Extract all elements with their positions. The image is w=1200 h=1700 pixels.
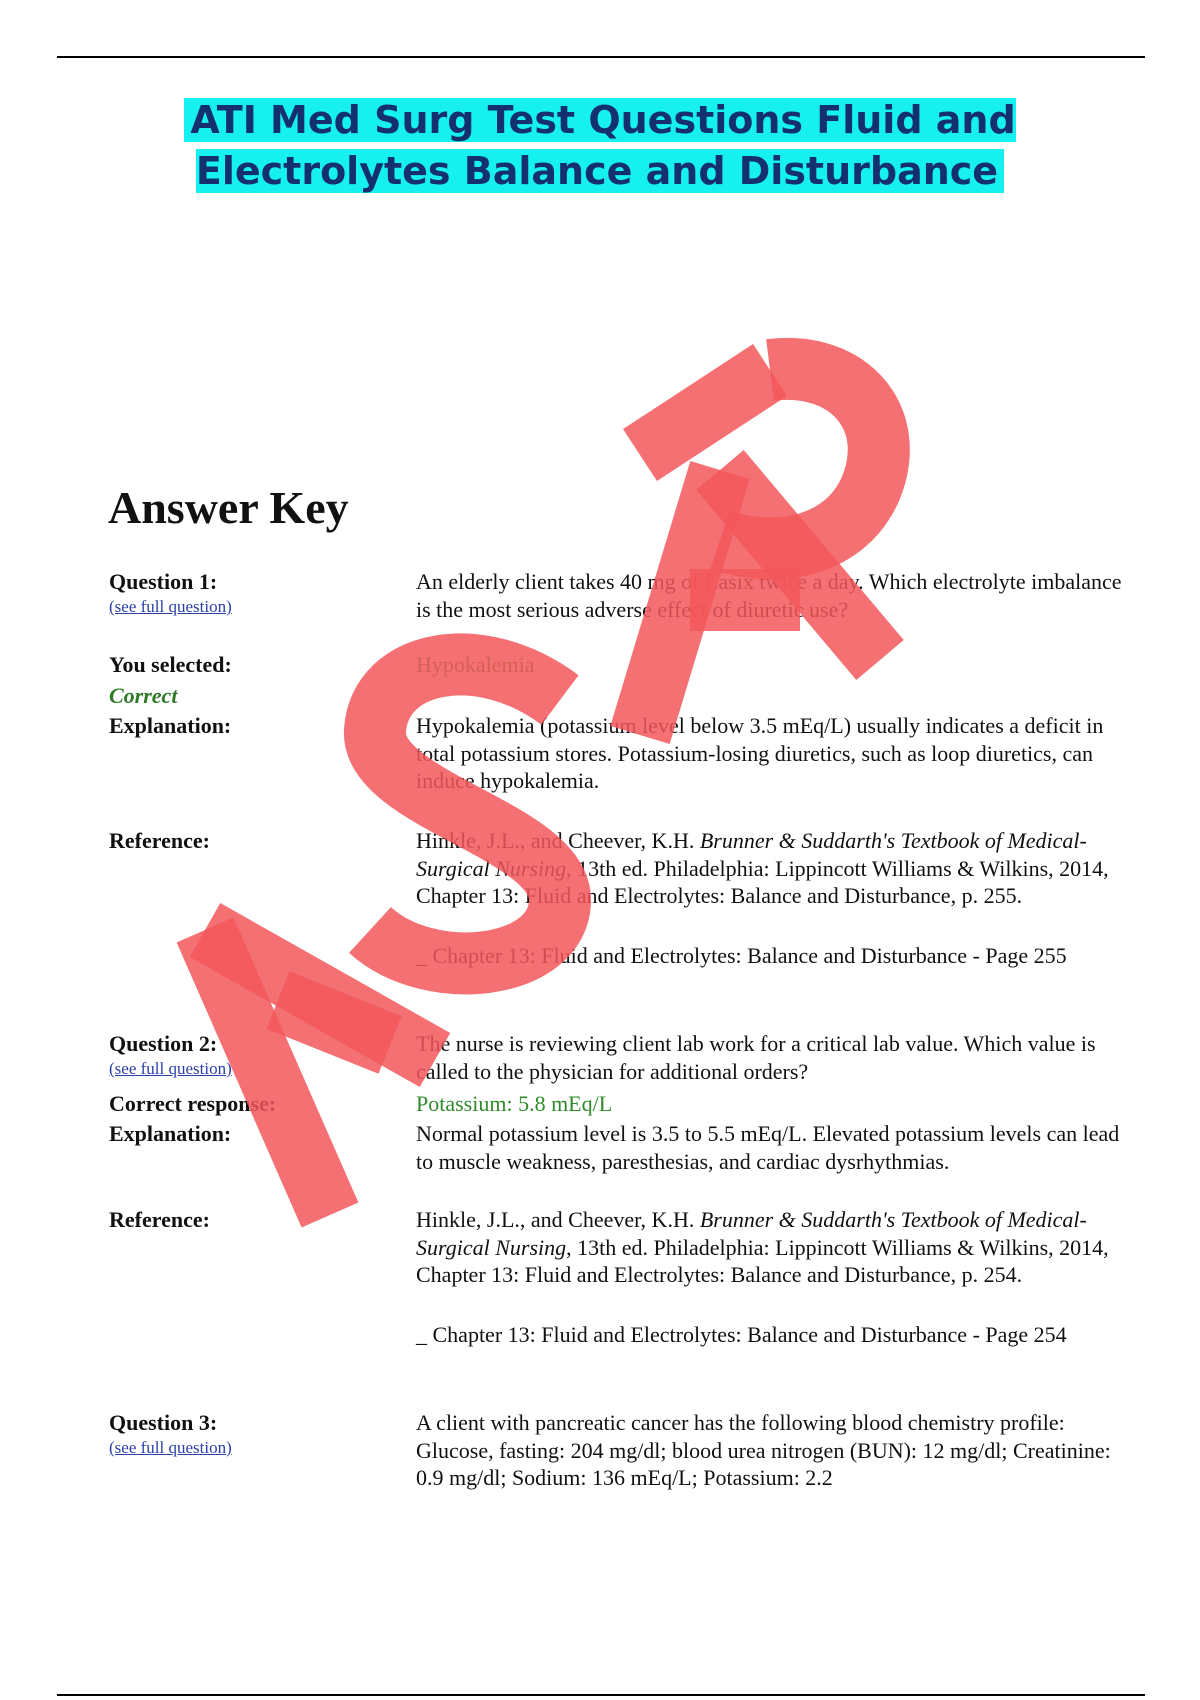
you-selected-label: You selected: bbox=[109, 652, 232, 677]
watermark-letter-p-bowl bbox=[720, 369, 879, 549]
question-1-explanation: Hypokalemia (potassium level below 3.5 mEq/L) usually indicates a deficit in total potassium stores. Potassium-losing diuretics, such as loop diuretics, can induce hypokalemia. bbox=[416, 713, 1104, 793]
question-2-reference-label: Reference: bbox=[109, 1207, 210, 1232]
watermark-letter-a1-crossbar bbox=[278, 1000, 390, 1045]
question-2-explanation-label: Explanation: bbox=[109, 1121, 232, 1146]
correct-status: Correct bbox=[109, 683, 178, 708]
question-3-see-full-link[interactable]: (see full question) bbox=[109, 1438, 232, 1457]
watermark-letter-a1-left-stroke bbox=[205, 930, 435, 1060]
reference-details: , 13th ed. Philadelphia: Lippincott Williams & Wilkins, 2014, Chapter 13: Fluid and Electrolytes: Balance and Disturbance, p. 254. bbox=[416, 1234, 1109, 1287]
watermark-letter-a2-right-stroke bbox=[720, 470, 880, 660]
bottom-rule bbox=[57, 1694, 1145, 1696]
top-rule bbox=[57, 56, 1145, 58]
question-2-text: The nurse is reviewing client lab work for a critical lab value. Which value is called to the physician for additional orders? bbox=[416, 1031, 1096, 1084]
document-title-text: ATI Med Surg Test Questions Fluid and Electrolytes Balance and Disturbance bbox=[184, 98, 1015, 193]
correct-response-value: Potassium: 5.8 mEq/L bbox=[416, 1091, 613, 1116]
question-1-label: Question 1: bbox=[109, 569, 218, 594]
question-3-text: A client with pancreatic cancer has the following blood chemistry profile: Glucose, fasting: 204 mg/dl; blood urea nitrogen (BUN): 12 mg/dl; Creatinine: 0.9 mg/dl; Sodium: 136 mEq/L; Potassium: 2.2 bbox=[416, 1410, 1111, 1490]
selected-answer: Hypokalemia bbox=[416, 652, 535, 677]
question-1-chapter-link: _ Chapter 13: Fluid and Electrolytes: Balance and Disturbance - Page 255 bbox=[416, 943, 1067, 968]
question-2-reference bbox=[416, 1206, 1131, 1289]
reference-details: , 13th ed. Philadelphia: Lippincott Williams & Wilkins, 2014, Chapter 13: Fluid and Electrolytes: Balance and Disturbance, p. 255. bbox=[416, 855, 1109, 908]
question-2-explanation: Normal potassium level is 3.5 to 5.5 mEq/L. Elevated potassium levels can lead to muscle weakness, paresthesias, and cardiac dysrhythmias. bbox=[416, 1121, 1120, 1174]
question-1-see-full-link[interactable]: (see full question) bbox=[109, 597, 232, 616]
question-2-label: Question 2: bbox=[109, 1031, 218, 1056]
watermark-letter-p-stem bbox=[640, 370, 770, 455]
question-2-chapter-link: _ Chapter 13: Fluid and Electrolytes: Balance and Disturbance - Page 254 bbox=[416, 1322, 1067, 1347]
reference-authors: Hinkle, J.L., and Cheever, K.H. bbox=[416, 1207, 700, 1232]
document-title bbox=[60, 95, 1140, 197]
reference-book-title: Brunner & Suddarth's Textbook of Medical-Surgical Nursing bbox=[416, 1207, 1087, 1260]
question-1-text: An elderly client takes 40 mg of Lasix twice a day. Which electrolyte imbalance is the most serious adverse effect of diuretic use? bbox=[416, 569, 1122, 622]
correct-response-label: Correct response: bbox=[109, 1091, 277, 1116]
answer-key-heading: Answer Key bbox=[108, 482, 349, 533]
question-3-label: Question 3: bbox=[109, 1410, 218, 1435]
watermark-letter-s bbox=[370, 664, 560, 963]
question-1-reference bbox=[416, 827, 1131, 910]
reference-book-title: Brunner & Suddarth's Textbook of Medical-Surgical Nursing bbox=[416, 828, 1087, 881]
question-1-explanation-label: Explanation: bbox=[109, 713, 232, 738]
question-1-reference-label: Reference: bbox=[109, 828, 210, 853]
question-2-see-full-link[interactable]: (see full question) bbox=[109, 1059, 232, 1078]
reference-authors: Hinkle, J.L., and Cheever, K.H. bbox=[416, 828, 700, 853]
